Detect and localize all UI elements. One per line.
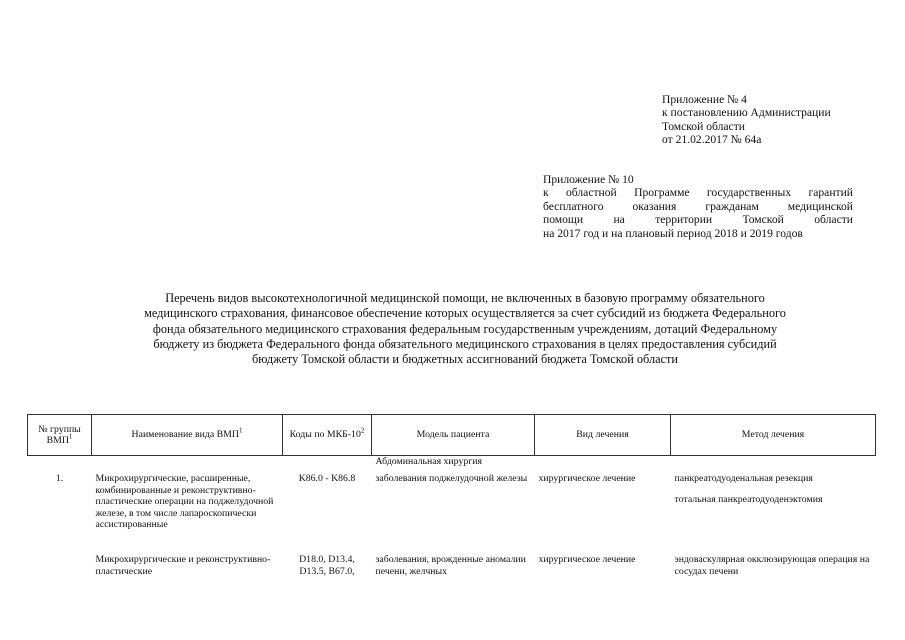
section-title: Абдоминальная хирургия (375, 456, 483, 467)
title-line: медицинского страхования, финансовое обеспечение которых осуществляется за счет субсидий из бюджета Федерального (144, 306, 786, 321)
header-treatment-method: Метод лечения (671, 415, 876, 456)
header-vmp-name: Наименование вида ВМП$^1$ (92, 415, 283, 456)
cell-treatment-type: хирургическое лечение (538, 554, 636, 566)
cell-group-number: 1. (55, 473, 64, 485)
cell-vmp-name: Микрохирургические, расширенные, комбинированные и реконструктивно-пластические операции на поджелудочной железе, в том числе лапароскопически ассистированные (95, 473, 274, 531)
cell-treatment-method (671, 547, 876, 577)
title-line: фонда обязательного медицинского страхования федеральным государственным учреждениям, дотаций Федеральному (152, 321, 778, 336)
annex-10-line: помощи на территории Томской области (543, 213, 853, 227)
vmp-table (27, 414, 876, 577)
method-line: тотальная панкреатодуоденэктомия (674, 493, 823, 505)
method-line: панкреатодуоденальная резекция (674, 473, 813, 485)
annex-4-block (662, 93, 872, 147)
section-row (28, 456, 876, 468)
title-line: бюджету из бюджета Федерального фонда обязательного медицинского страхования в целях предоставления субсидий (153, 336, 777, 351)
cell-patient-model: заболевания, врожденные аномалии печени, желчных (375, 554, 526, 577)
cell-vmp-name: Микрохирургические и реконструктивно-пластические (95, 554, 271, 577)
table-row (28, 467, 876, 547)
header-group-number: № группы ВМП$^1$ (28, 415, 92, 456)
header-patient-model: Модель пациента (372, 415, 535, 456)
table-header-row (28, 415, 876, 456)
annex-4-line: Приложение № 4 (662, 93, 747, 106)
method-line: эндоваскулярная окклюзирующая операция на сосудах печени (674, 554, 870, 577)
table-row (28, 547, 876, 577)
document-title (60, 291, 870, 367)
header-icd-codes: Коды по МКБ-$10^2$ (283, 415, 372, 456)
cell-treatment-method (671, 467, 876, 547)
annex-4-line: Томской области (662, 119, 745, 133)
annex-10-line: к областной Программе государственных гарантий (543, 186, 853, 200)
annex-10-block (543, 173, 853, 240)
cell-icd-codes: D18.0, D13.4, D13.5, B67.0, (299, 554, 355, 577)
annex-4-line: от 21.02.2017 № 64а (662, 133, 762, 147)
title-line: бюджету Томской области и бюджетных ассигнований бюджета Томской области (252, 352, 678, 367)
cell-group-number (28, 547, 92, 577)
title-line: Перечень видов высокотехнологичной медицинской помощи, не включенных в базовую программу обязательного (165, 291, 765, 305)
annex-10-line: бесплатного оказания гражданам медицинской (543, 199, 853, 213)
header-treatment-type: Вид лечения (535, 415, 671, 456)
annex-10-line: на 2017 год и на плановый период 2018 и 2019 годов (543, 226, 803, 240)
cell-icd-codes: K86.0 - K86.8 (298, 473, 356, 485)
cell-patient-model: заболевания поджелудочной железы (375, 473, 528, 485)
annex-4-line: к постановлению Администрации (662, 106, 831, 120)
cell-treatment-type: хирургическое лечение (538, 473, 636, 485)
annex-10-line: Приложение № 10 (543, 173, 634, 186)
